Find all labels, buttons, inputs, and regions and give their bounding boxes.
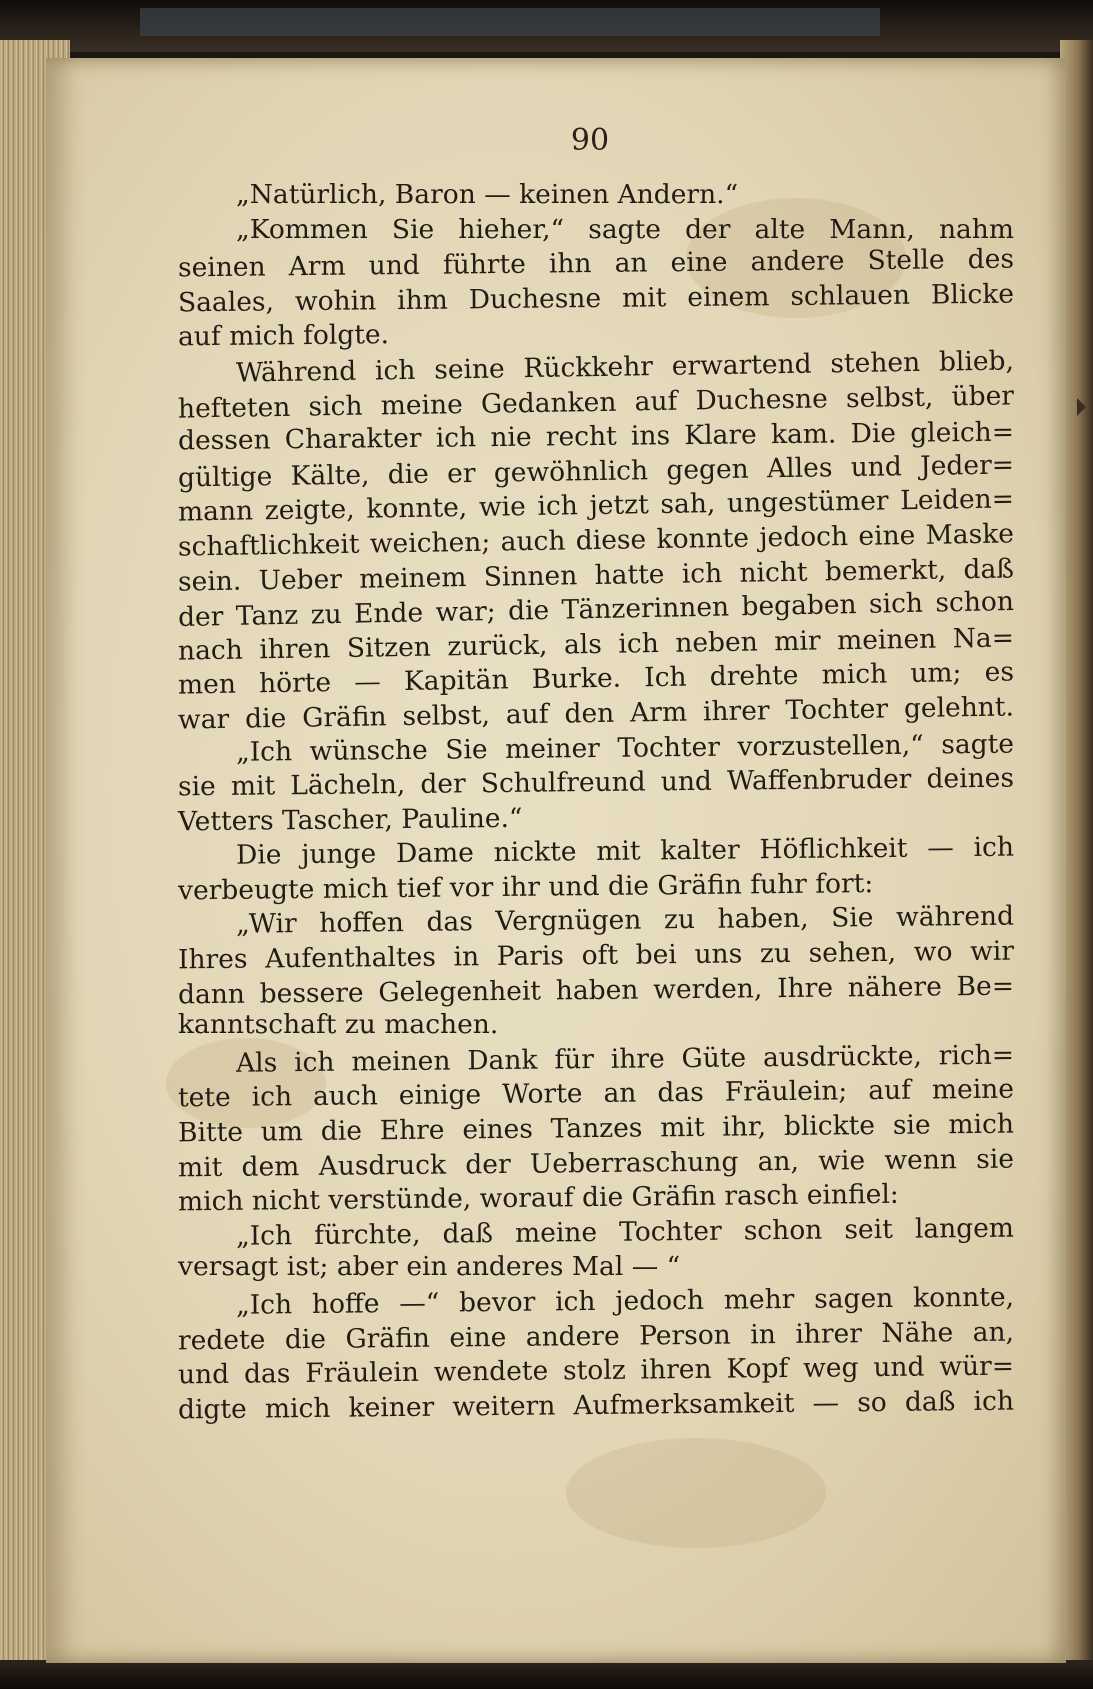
text-line: „Wir hoffen das Vergnügen zu haben, Sie während — [235, 901, 1015, 941]
text-line: nach ihren Sitzen zurück, als ich neben mir meinen Na= — [177, 622, 1015, 667]
text-line: Vetters Tascher, Pauline.“ — [177, 802, 523, 838]
text-line: „Ich hoffe —“ bevor ich jedoch mehr sagen konnte, — [235, 1281, 1015, 1321]
text-line: war die Gräfin selbst, auf den Arm ihrer Tochter gelehnt. — [177, 691, 1015, 736]
text-line: Während ich seine Rückkehr erwartend stehen blieb, — [235, 345, 1015, 389]
text-line: Als ich meinen Dank für ihre Güte ausdrückte, rich= — [235, 1039, 1015, 1079]
text-line: verbeugte mich tief vor ihr und die Gräfin fuhr fort: — [177, 867, 874, 907]
text-line: seinen Arm und führte ihn an eine andere Stelle des — [177, 243, 1015, 284]
text-line: redete die Gräfin eine andere Person in ihrer Nähe an, — [177, 1316, 1015, 1356]
text-line: mit dem Ausdruck der Ueberraschung an, wie wenn sie — [177, 1143, 1015, 1184]
text-line: mich nicht verstünde, worauf die Gräfin rasch einfiel: — [177, 1179, 899, 1218]
text-line: „Kommen Sie hieher,“ sagte der alte Mann, nahm — [236, 213, 1014, 245]
book-cover-bottom-edge — [0, 1660, 1093, 1689]
text-line: Ihres Aufenthaltes in Paris oft bei uns zu sehen, wo wir — [177, 935, 1015, 976]
book-cover-top-edge — [0, 0, 1093, 52]
text-line: men hörte — Kapitän Burke. Ich drehte mich um; es — [177, 656, 1015, 701]
binding-strip — [140, 8, 880, 36]
text-line: „Ich wünsche Sie meiner Tochter vorzustellen,“ sagte — [235, 728, 1015, 768]
text-line: auf mich folgte. — [177, 319, 390, 353]
text-line: gültige Kälte, die er gewöhnlich gegen Alles und Jeder= — [177, 449, 1015, 494]
text-line: und das Fräulein wendete stolz ihren Kopf weg und wür= — [177, 1350, 1015, 1391]
page-edge-marker — [1077, 398, 1086, 416]
text-line: tete ich auch einige Worte an das Fräulein; auf meine — [177, 1074, 1015, 1114]
text-line: der Tanz zu Ende war; die Tänzerinnen begaben sich schon — [177, 586, 1015, 634]
text-line: Saales, wohin ihm Duchesne mit einem schlauen Blicke — [177, 278, 1015, 319]
paper-stain — [566, 1438, 826, 1548]
text-line: Bitte um die Ehre eines Tanzes mit ihr, blickte sie mich — [177, 1108, 1015, 1149]
text-line: „Natürlich, Baron — keinen Andern.“ — [236, 179, 739, 210]
text-line: dann bessere Gelegenheit haben werden, Ihre nähere Be= — [177, 970, 1015, 1011]
text-line: kanntschaft zu machen. — [178, 1009, 499, 1041]
text-line: hefteten sich meine Gedanken auf Duchesne selbst, über — [177, 379, 1015, 425]
text-line: sie mit Lächeln, der Schulfreund und Waffenbruder deines — [177, 762, 1015, 803]
page-number: 90 — [570, 123, 610, 158]
text-line: mann zeigte, konnte, wie ich jetzt sah, ungestümer Leiden= — [177, 483, 1015, 528]
text-line: sein. Ueber meinem Sinnen hatte ich nicht bemerkt, daß — [177, 552, 1015, 598]
text-line: Die junge Dame nickte mit kalter Höflichkeit — ich — [235, 831, 1015, 872]
text-line: schaftlichkeit weichen; auch diese konnte jedoch eine Maske — [177, 518, 1015, 563]
text-line: „Ich fürchte, daß meine Tochter schon seit langem — [235, 1212, 1015, 1252]
text-line: digte mich keiner weitern Aufmerksamkeit — so daß ich — [177, 1385, 1015, 1426]
text-line: versagt ist; aber ein anderes Mal — “ — [178, 1251, 681, 1283]
body-text — [177, 178, 1015, 1426]
text-line: dessen Charakter ich nie recht ins Klare kam. Die gleich= — [177, 416, 1015, 457]
